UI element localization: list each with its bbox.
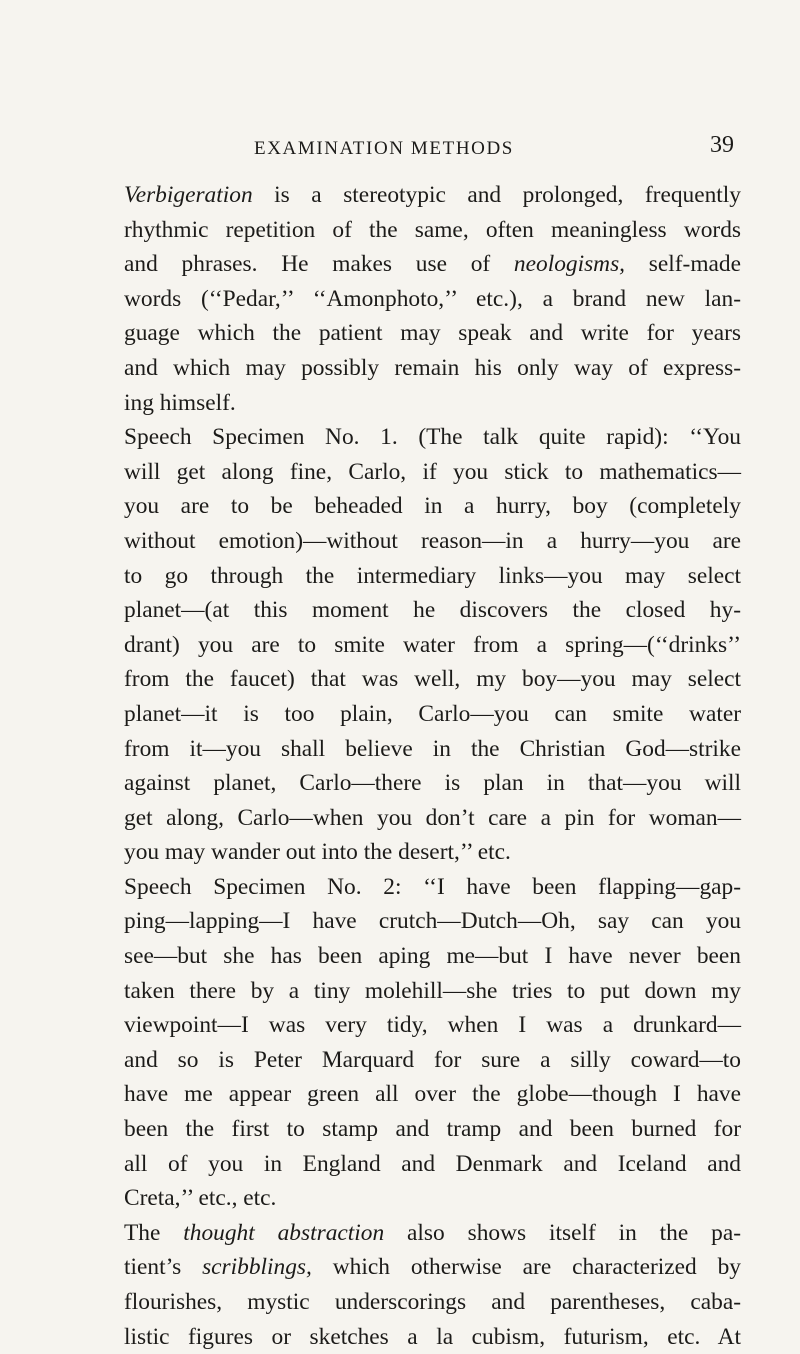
page-number: 39 bbox=[710, 132, 734, 158]
text-line: words (‘‘Pedar,’’ ‘‘Amonphoto,’’ etc.), a brand new lan- bbox=[124, 285, 741, 312]
text-line: from the faucet) that was well, my boy—you may select bbox=[124, 666, 741, 693]
text-line: planet—(at this moment he discovers the closed hy- bbox=[124, 597, 741, 624]
body-text bbox=[124, 178, 741, 1354]
text-line: without emotion)—without reason—in a hurry—you are bbox=[124, 527, 741, 554]
text-line: ping—lapping—I have crutch—Dutch—Oh, say can you bbox=[124, 908, 741, 935]
text-line: against planet, Carlo—there is plan in that—you will bbox=[124, 770, 741, 797]
text-line: have me appear green all over the globe—though I have bbox=[124, 1081, 741, 1108]
text-line: planet—it is too plain, Carlo—you can smite water bbox=[124, 700, 741, 727]
text-line: Speech Specimen No. 2: ‘‘I have been flapping—gap- bbox=[124, 873, 741, 900]
text-line: and so is Peter Marquard for sure a silly coward—to bbox=[124, 1046, 741, 1073]
text-line: flourishes, mystic underscorings and parentheses, caba- bbox=[124, 1289, 741, 1315]
running-title: EXAMINATION METHODS bbox=[254, 138, 514, 159]
text-line: taken there by a tiny molehill—she tries to put down my bbox=[124, 977, 741, 1004]
text-line: see—but she has been aping me—but I have never been bbox=[124, 943, 741, 970]
text-line: and phrases. He makes use of neologisms, self-made bbox=[124, 251, 741, 278]
text-line: you are to be beheaded in a hurry, boy (completely bbox=[124, 493, 741, 520]
text-line: get along, Carlo—when you don’t care a pin for woman— bbox=[124, 804, 741, 831]
text-line: The thought abstraction also shows itself in the pa- bbox=[124, 1219, 741, 1246]
text-line: listic figures or sketches a la cubism, futurism, etc. At bbox=[124, 1323, 741, 1350]
text-line: guage which the patient may speak and write for years bbox=[124, 320, 741, 347]
text-line: will get along fine, Carlo, if you stick to mathematics— bbox=[124, 458, 741, 485]
text-line: rhythmic repetition of the same, often meaningless words bbox=[124, 216, 741, 243]
text-line: drant) you are to smite water from a spring—(‘‘drinks’’ bbox=[124, 631, 741, 658]
text-line: been the first to stamp and tramp and been burned for bbox=[124, 1116, 741, 1143]
text-line: to go through the intermediary links—you may select bbox=[124, 562, 741, 589]
text-line: Creta,’’ etc., etc. bbox=[124, 1185, 277, 1212]
text-line: Speech Specimen No. 1. (The talk quite rapid): ‘‘You bbox=[124, 424, 741, 451]
text-line: Verbigeration is a stereotypic and prolonged, frequently bbox=[124, 182, 741, 208]
text-line: viewpoint—I was very tidy, when I was a drunkard— bbox=[124, 1012, 741, 1039]
text-line: ing himself. bbox=[124, 389, 236, 416]
text-line: and which may possibly remain his only way of express- bbox=[124, 354, 741, 381]
text-line: all of you in England and Denmark and Iceland and bbox=[124, 1150, 741, 1177]
text-line: from it—you shall believe in the Christian God—strike bbox=[124, 735, 741, 762]
text-line: tient’s scribblings, which otherwise are characterized by bbox=[124, 1254, 741, 1281]
text-line: you may wander out into the desert,’’ etc. bbox=[124, 839, 511, 866]
